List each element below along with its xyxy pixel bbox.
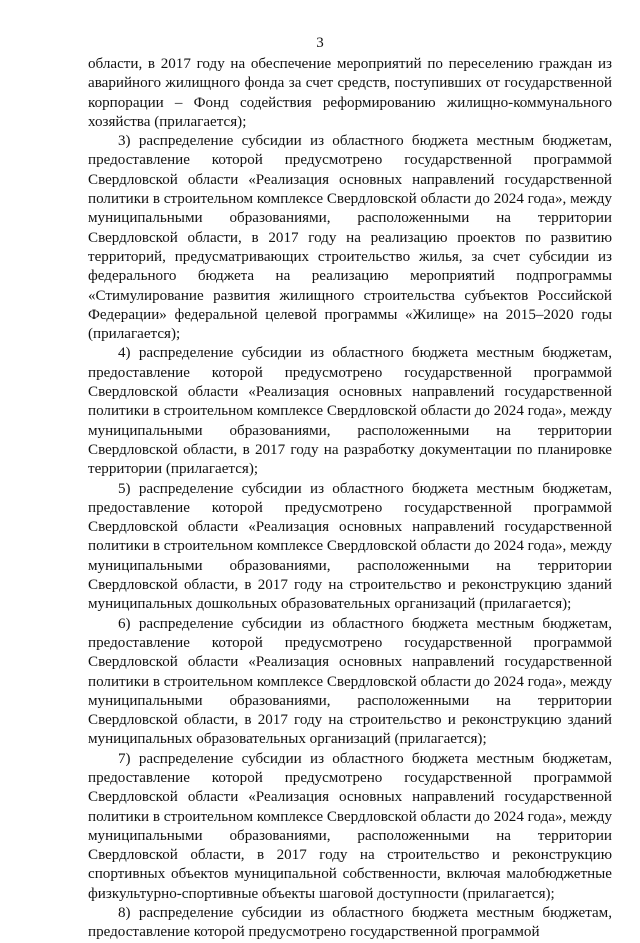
paragraph-item-5: 5) распределение субсидии из областного бюджета местным бюджетам, предоставление которой предусмотрено государственной программой Свердловской области «Реализация основных направлений государственной политики в строительном комплексе Свердловской области до 2024 года», между муниципальными образованиями, расположенными на территории Свердловской области, в 2017 году на строительство и реконструкцию зданий муниципальных дошкольных образовательных организаций (прилагается); <box>88 480 612 613</box>
paragraph-item-6: 6) распределение субсидии из областного бюджета местным бюджетам, предоставление которой предусмотрено государственной программой Свердловской области «Реализация основных направлений государственной политики в строительном комплексе Свердловской области до 2024 года», между муниципальными образованиями, расположенными на территории Свердловской области, в 2017 году на строительство и реконструкцию зданий муниципальных образовательных организаций (прилагается); <box>88 615 612 748</box>
paragraph-item-7: 7) распределение субсидии из областного бюджета местным бюджетам, предоставление которой предусмотрено государственной программой Свердловской области «Реализация основных направлений государственной политики в строительном комплексе Свердловской области до 2024 года», между муниципальными образованиями, расположенными на территории Свердловской области, в 2017 году на строительство и реконструкцию спортивных объектов муниципальной собственности, включая малобюджетные физкультурно-спортивные объекты шаговой доступности (прилагается); <box>88 750 612 902</box>
paragraph-item-3: 3) распределение субсидии из областного бюджета местным бюджетам, предоставление которой предусмотрено государственной программой Свердловской области «Реализация основных направлений государственной политики в строительном комплексе Свердловской области до 2024 года», между муниципальными образованиями, расположенными на территории Свердловской области, в 2017 году на реализацию проектов по развитию территорий, предусматривающих строительство жилья, за счет субсидии из федерального бюджета на реализацию мероприятий подпрограммы «Стимулирование развития жилищного строительства субъектов Российской Федерации» федеральной целевой программы «Жилище» на 2015–2020 годы (прилагается); <box>88 133 612 343</box>
paragraph-item-4: 4) распределение субсидии из областного бюджета местным бюджетам, предоставление которой предусмотрено государственной программой Свердловской области «Реализация основных направлений государственной политики в строительном комплексе Свердловской области до 2024 года», между муниципальными образованиями, расположенными на территории Свердловской области, в 2017 году на разработку документации по планировке территории (прилагается); <box>88 345 612 478</box>
page-number: 3 <box>316 35 324 51</box>
paragraph-item-8: 8) распределение субсидии из областного бюджета местным бюджетам, предоставление которой предусмотрено государственной программой <box>88 905 612 941</box>
paragraph-continuation: области, в 2017 году на обеспечение мероприятий по переселению граждан из аварийного жилищного фонда за счет средств, поступивших от государственной корпорации – Фонд содействия реформированию жилищно-коммунального хозяйства (прилагается); <box>88 56 612 130</box>
document-body <box>88 55 612 943</box>
